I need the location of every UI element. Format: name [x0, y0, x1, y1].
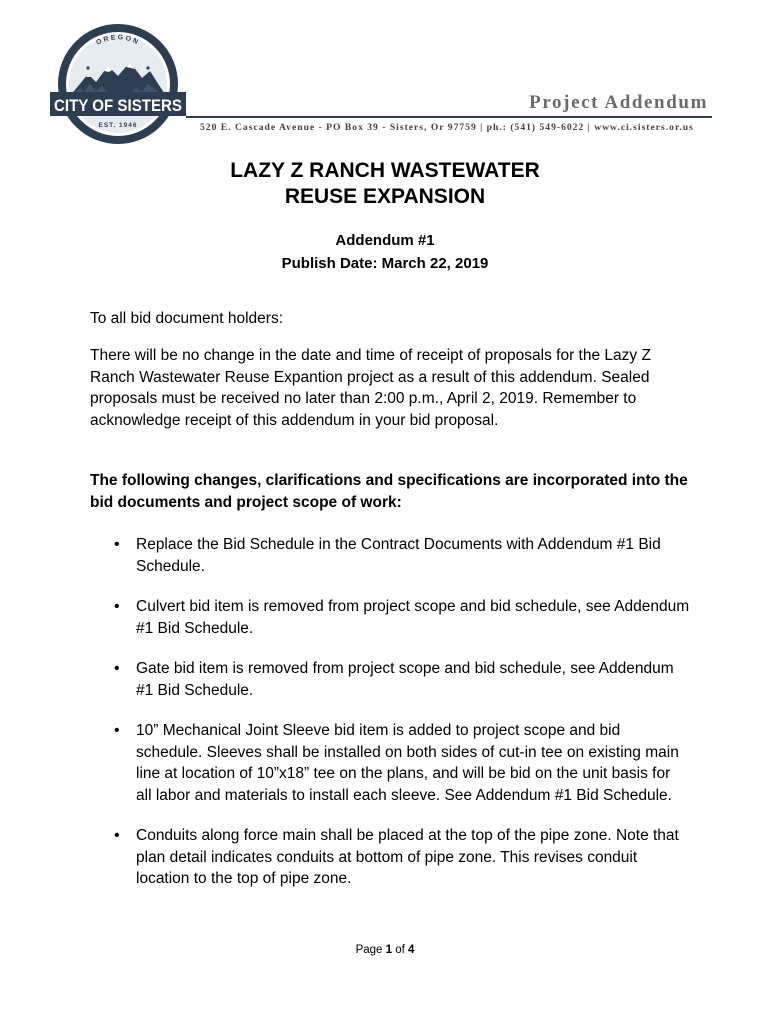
document-title [0, 158, 770, 210]
addendum-number: Addendum #1 [335, 232, 435, 249]
list-item: • 10” Mechanical Joint Sleeve bid item is added to project scope and bid schedule. Sleeves shall be installed on both sides of cut-in tee on existing main line at location of 10”x18” tee on the plans, and will be bid on the unit basis for all labor and materials to install each sleeve. See Addendum #1 Bid Schedule. [90, 720, 690, 806]
greeting: To all bid document holders: [90, 310, 284, 327]
notice-paragraph: There will be no change in the date and time of receipt of proposals for the Lazy Z Ranch Wastewater Reuse Expantion project as a result of this addendum. Sealed proposals must be received no later than 2:00 p.m., April 2, 2019. Remember to acknowledge receipt of this addendum in your bid proposal. [90, 347, 651, 429]
current-page: 1 [385, 944, 393, 956]
changes-list [90, 534, 690, 909]
contact-address: 520 E. Cascade Avenue - PO Box 39 - Sisters, Or 97759 | ph.: (541) 549-6022 | www.ci.sisters.or.us [200, 122, 694, 133]
city-of-sisters-logo [50, 24, 186, 146]
list-item: • Conduits along force main shall be placed at the top of the pipe zone. Note that plan detail indicates conduits at bottom of pipe zone. This revises conduit location to the top of pipe zone. [90, 825, 690, 890]
page-word: Page [355, 944, 383, 956]
of-word: of [395, 944, 405, 956]
logo-arc-text: OREGON [95, 34, 141, 47]
page-number [0, 944, 770, 956]
list-item: • Culvert bid item is removed from project scope and bid schedule, see Addendum #1 Bid Schedule. [90, 596, 690, 639]
header-divider [186, 116, 712, 118]
addendum-info [0, 229, 770, 275]
title-line-2: REUSE EXPANSION [284, 185, 486, 208]
project-addendum-label: Project Addendum [529, 92, 708, 113]
logo-established: EST. 1946 [98, 122, 138, 129]
list-item: • Gate bid item is removed from project scope and bid schedule, see Addendum #1 Bid Schedule. [90, 658, 690, 701]
logo-city-name: CITY OF SISTERS [54, 97, 182, 115]
publish-date: Publish Date: March 22, 2019 [281, 255, 489, 272]
total-pages: 4 [408, 944, 415, 956]
list-item: • Replace the Bid Schedule in the Contract Documents with Addendum #1 Bid Schedule. [90, 534, 690, 577]
title-line-1: LAZY Z RANCH WASTEWATER [230, 159, 540, 182]
changes-heading: The following changes, clarifications and specifications are incorporated into the bid documents and project scope of work: [90, 472, 688, 511]
